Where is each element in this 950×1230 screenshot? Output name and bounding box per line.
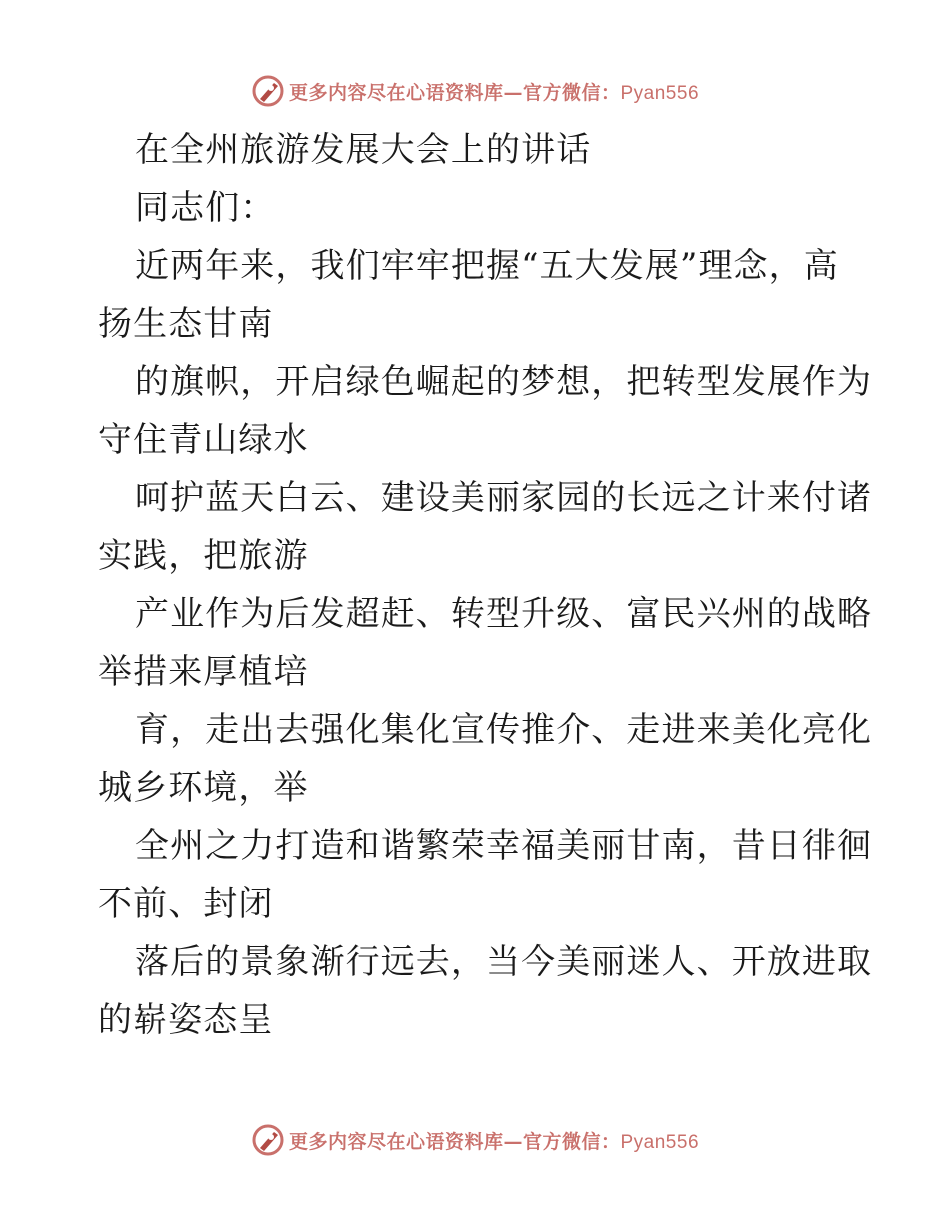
- text-line: 守住青山绿水: [98, 420, 309, 460]
- pen-circle-logo-icon: [251, 1123, 285, 1157]
- text-line: 的崭姿态呈: [98, 1000, 274, 1040]
- text-line: 近两年来，我们牢牢把握“五大发展”理念，高: [135, 246, 839, 286]
- footer-watermark: [0, 1120, 950, 1160]
- text-line: 举措来厚植培: [98, 652, 309, 692]
- watermark-wechat-id: Pyan556: [620, 82, 700, 104]
- header-watermark: [0, 71, 950, 111]
- watermark-wechat-id: Pyan556: [620, 1131, 700, 1153]
- text-line: 的旗帜，开启绿色崛起的梦想，把转型发展作为: [135, 362, 873, 402]
- text-line: 呵护蓝天白云、建设美丽家园的长远之计来付诸: [135, 478, 873, 518]
- text-line: 全州之力打造和谐繁荣幸福美丽甘南，昔日徘徊: [135, 826, 873, 866]
- text-line: 落后的景象渐行远去，当今美丽迷人、开放进取: [135, 942, 873, 982]
- text-line: 城乡环境，举: [98, 768, 309, 808]
- text-line: 实践，把旅游: [98, 536, 309, 576]
- text-line: 同志们：: [135, 188, 276, 228]
- pen-circle-logo-icon: [251, 74, 285, 108]
- text-line: 扬生态甘南: [98, 304, 274, 344]
- text-line: 产业作为后发超赶、转型升级、富民兴州的战略: [135, 594, 873, 634]
- document-body: [98, 121, 873, 1049]
- text-line: 不前、封闭: [98, 884, 274, 924]
- watermark-text: 更多内容尽在心语资料库—官方微信：Pyan556: [288, 1130, 700, 1153]
- watermark-text: 更多内容尽在心语资料库—官方微信：Pyan556: [288, 81, 700, 104]
- document-title: 在全州旅游发展大会上的讲话: [135, 130, 592, 170]
- text-line: 育，走出去强化集化宣传推介、走进来美化亮化: [135, 710, 873, 750]
